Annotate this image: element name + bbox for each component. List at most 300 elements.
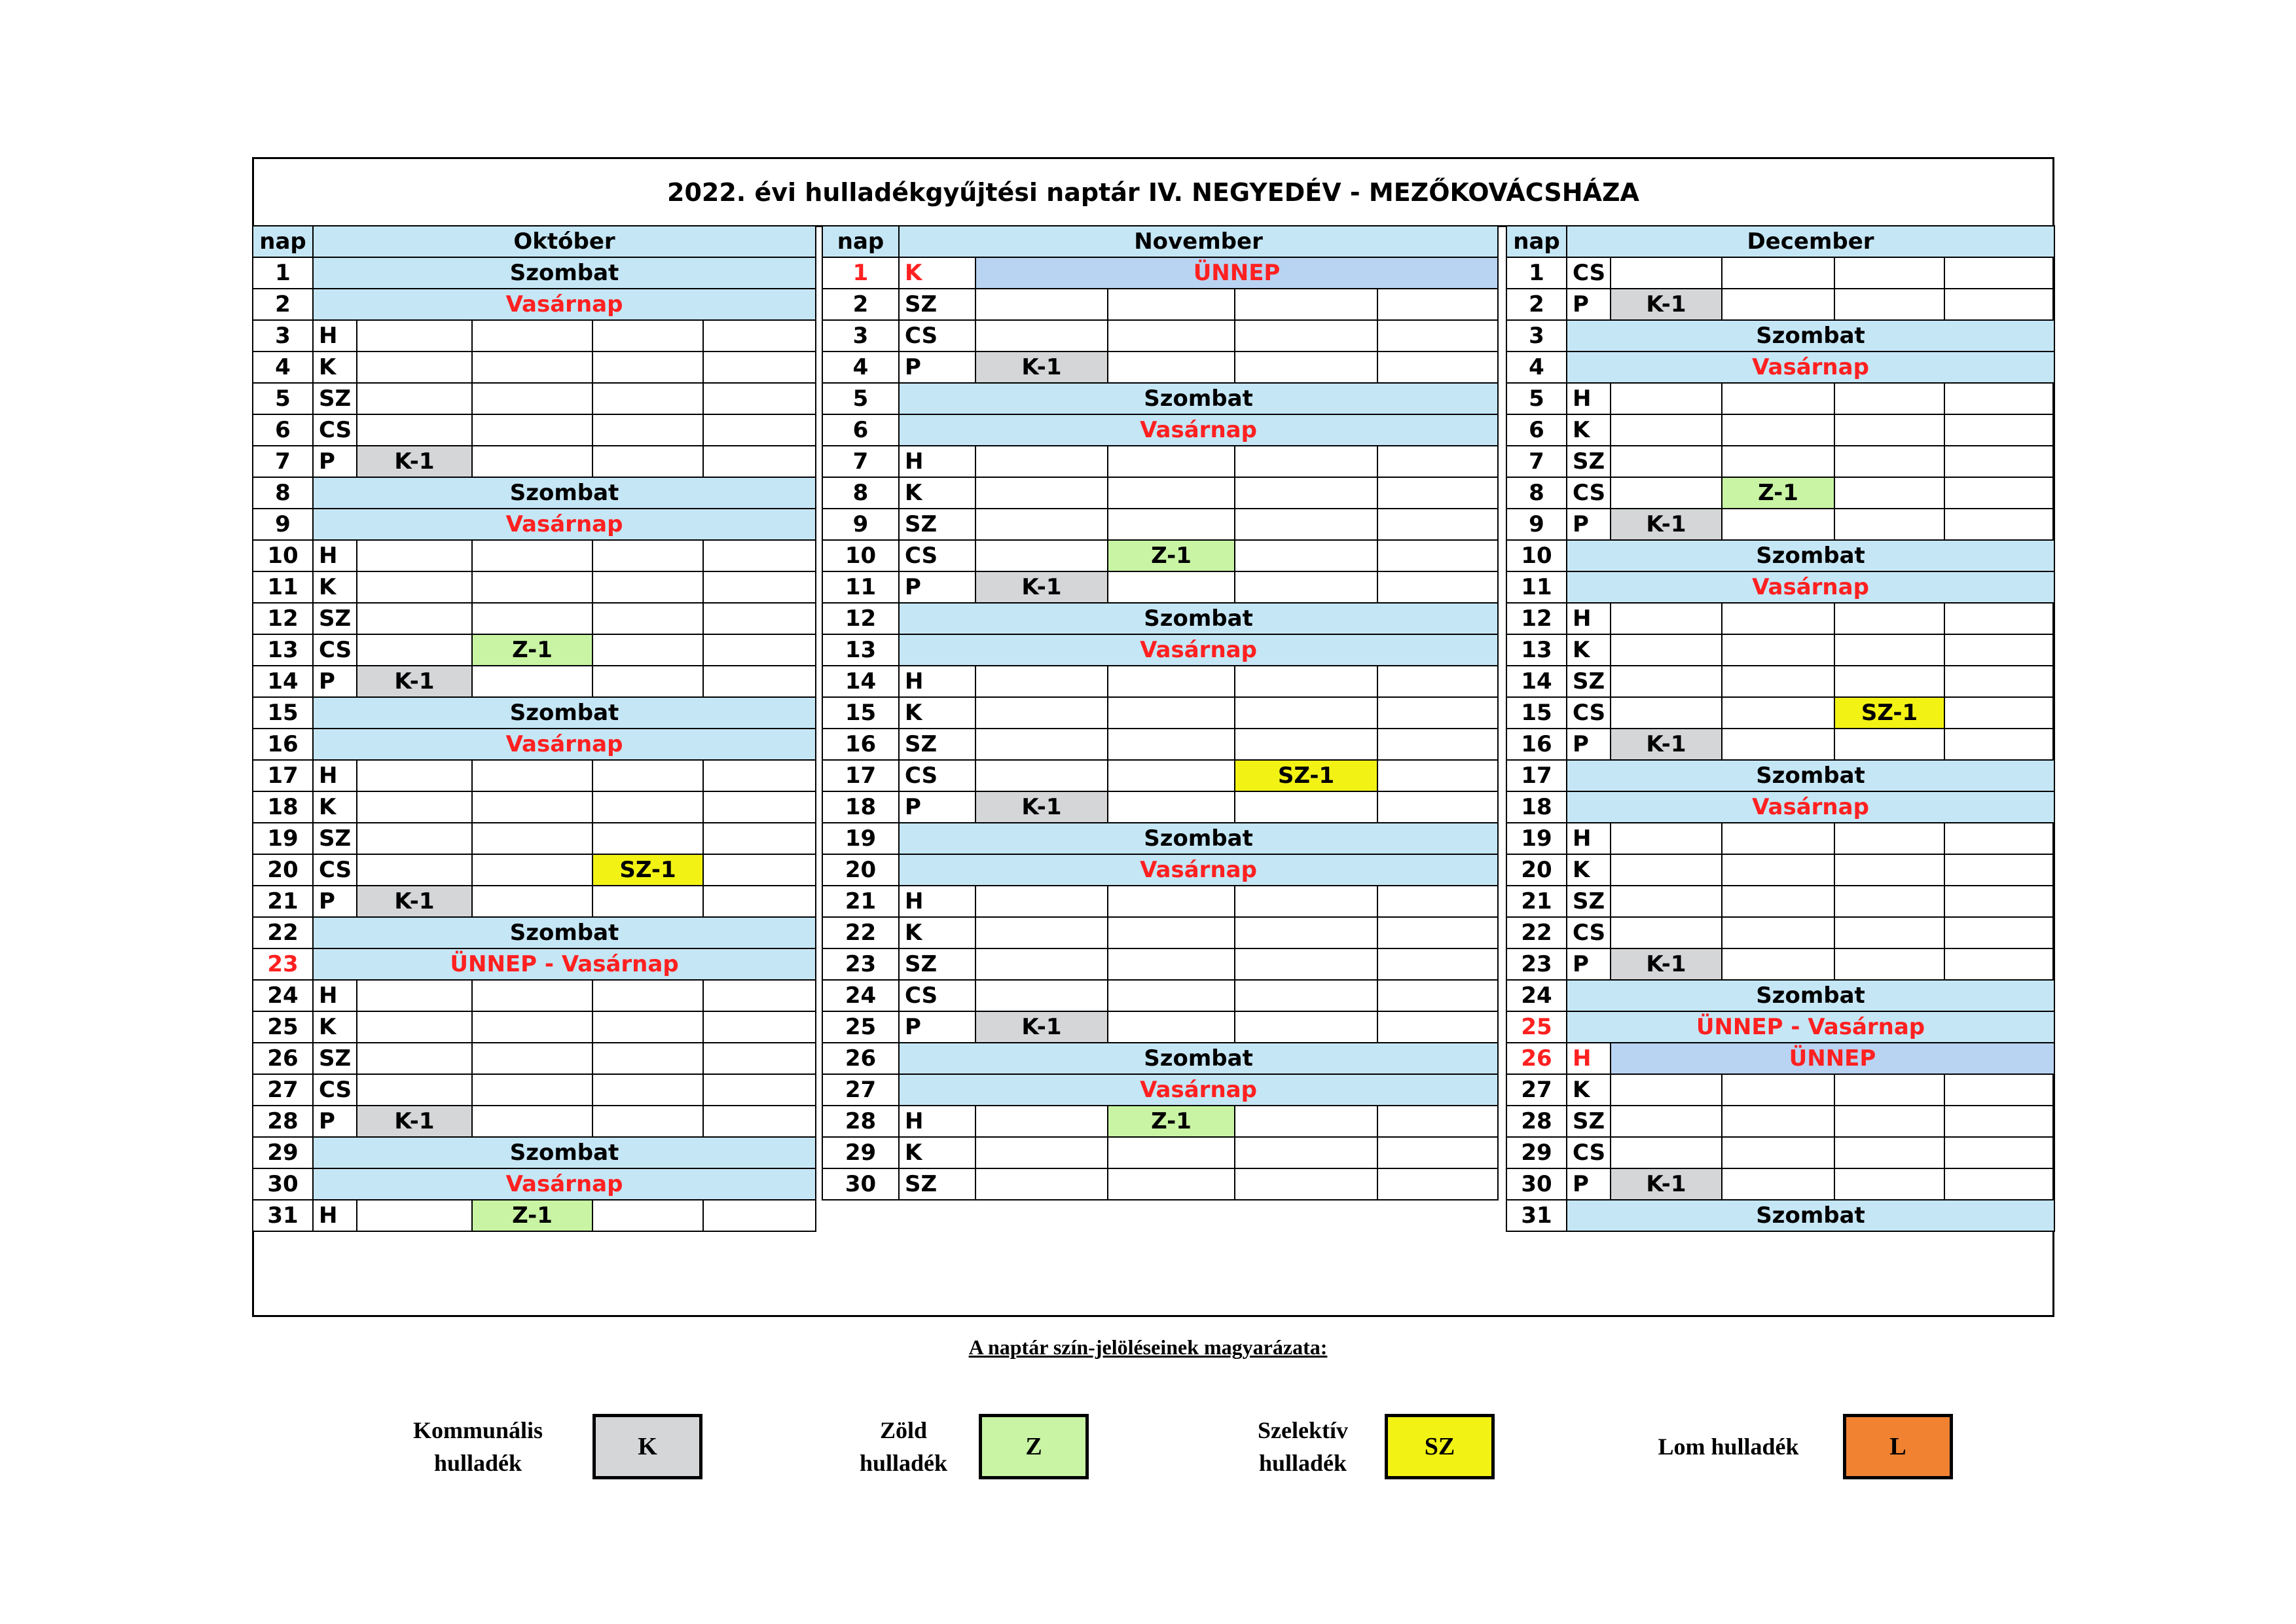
day-number: 18 [822,791,899,823]
empty-cell [472,1074,592,1106]
day-number: 26 [822,1043,899,1074]
empty-cell [1235,540,1377,571]
day-number: 29 [253,1137,313,1168]
day-number: 9 [822,509,899,540]
empty-cell [1722,823,1834,854]
day-number: 11 [822,571,899,603]
day-number: 21 [1506,886,1567,917]
day-number: 18 [253,791,313,823]
empty-cell [1722,446,1834,477]
day-number: 8 [822,477,899,509]
empty-cell [1377,948,1498,980]
day-row [822,540,1498,571]
weekday-code: K [1567,634,1611,666]
weekday-code: SZ [1567,1106,1611,1137]
day-row [253,509,816,540]
empty-cell [1108,352,1235,383]
empty-cell [975,917,1108,948]
weekend-label: Szombat [313,917,816,948]
empty-cell [1611,1074,1722,1106]
empty-cell [1377,1106,1498,1137]
empty-cell [1944,414,2054,446]
empty-cell [1108,477,1235,509]
weekday-code: SZ [313,383,357,414]
day-number: 16 [1506,729,1567,760]
weekday-code: P [1567,948,1611,980]
empty-cell [1108,791,1235,823]
holiday-label: ÜNNEP [1611,1043,2054,1074]
weekend-label: Vasárnap [899,634,1498,666]
empty-cell [1834,1168,1944,1200]
weekday-code: K [1567,1074,1611,1106]
day-number: 8 [253,477,313,509]
empty-cell [1834,634,1944,666]
empty-cell [357,823,472,854]
empty-cell [1377,1011,1498,1043]
empty-cell [1944,634,2054,666]
empty-cell [1377,697,1498,729]
empty-cell [357,603,472,634]
weekend-label: Vasárnap [1567,791,2054,823]
weekday-code: K [313,791,357,823]
legend-label-line: hulladék [433,1450,522,1476]
empty-cell [1108,289,1235,320]
day-number: 14 [822,666,899,697]
weekend-label: Vasárnap [1567,571,2054,603]
day-row [253,1106,816,1137]
empty-cell [357,980,472,1011]
day-row [1506,446,2054,477]
day-row [253,257,816,289]
day-row [253,666,816,697]
empty-cell [1722,886,1834,917]
day-number: 2 [1506,289,1567,320]
weekday-code: P [1567,509,1611,540]
empty-cell [1108,509,1235,540]
empty-cell [1235,509,1377,540]
empty-cell [357,352,472,383]
day-row [1506,697,2054,729]
day-row [253,1074,816,1106]
day-number: 13 [822,634,899,666]
weekday-code: H [313,540,357,571]
empty-cell [592,791,703,823]
empty-cell [357,540,472,571]
empty-cell [472,414,592,446]
weekday-code: SZ [313,603,357,634]
day-number: 15 [822,697,899,729]
empty-cell [1235,666,1377,697]
empty-cell [592,540,703,571]
empty-cell [1235,886,1377,917]
day-row [253,1168,816,1200]
empty-cell [1235,1137,1377,1168]
day-number: 9 [1506,509,1567,540]
empty-cell [1722,1137,1834,1168]
legend-color-box: L [1843,1414,1953,1479]
day-number: 25 [253,1011,313,1043]
empty-cell [592,634,703,666]
empty-cell [1235,917,1377,948]
day-number: 1 [1506,257,1567,289]
empty-cell [1944,383,2054,414]
weekday-code: K [899,1137,975,1168]
day-row [822,509,1498,540]
empty-cell [592,760,703,791]
empty-cell [472,446,592,477]
day-row [1506,948,2054,980]
month-header: November [899,226,1498,257]
empty-cell [1722,1168,1834,1200]
day-number: 3 [253,320,313,352]
weekday-code: K [313,1011,357,1043]
empty-cell [472,1043,592,1074]
day-row [253,446,816,477]
day-number: 27 [1506,1074,1567,1106]
day-number: 4 [822,352,899,383]
weekday-code: P [313,1106,357,1137]
empty-cell [1377,917,1498,948]
empty-cell [1377,289,1498,320]
weekday-code: CS [899,760,975,791]
day-row [1506,886,2054,917]
empty-cell [703,791,816,823]
day-row [253,854,816,886]
empty-cell [592,1200,703,1231]
weekday-code: H [899,1106,975,1137]
collection-cell: Z-1 [1108,540,1235,571]
empty-cell [975,477,1108,509]
day-row [822,948,1498,980]
day-row [822,383,1498,414]
day-row [822,571,1498,603]
empty-cell [1722,917,1834,948]
day-number: 6 [1506,414,1567,446]
day-row [1506,414,2054,446]
empty-cell [1944,886,2054,917]
empty-cell [975,729,1108,760]
empty-cell [357,760,472,791]
weekday-code: CS [313,634,357,666]
empty-cell [1834,477,1944,509]
weekday-code: K [899,697,975,729]
empty-cell [1944,697,2054,729]
empty-cell [1944,854,2054,886]
empty-cell [703,634,816,666]
month-table-október [252,225,816,1232]
day-number: 28 [253,1106,313,1137]
day-number: 26 [1506,1043,1567,1074]
empty-cell [703,383,816,414]
month-header: Október [313,226,816,257]
empty-cell [357,1200,472,1231]
day-number: 19 [253,823,313,854]
day-number: 17 [822,760,899,791]
empty-cell [592,383,703,414]
empty-cell [1611,917,1722,948]
collection-cell: K-1 [975,571,1108,603]
day-row [822,1168,1498,1200]
day-row [822,697,1498,729]
day-number: 14 [1506,666,1567,697]
empty-cell [1235,352,1377,383]
day-row [1506,823,2054,854]
empty-cell [1377,446,1498,477]
day-row [822,352,1498,383]
collection-cell: K-1 [1611,729,1722,760]
empty-cell [1611,634,1722,666]
empty-cell [703,666,816,697]
day-number: 20 [1506,854,1567,886]
empty-cell [1377,352,1498,383]
empty-cell [1611,697,1722,729]
weekday-code: P [1567,729,1611,760]
empty-cell [975,509,1108,540]
empty-cell [703,823,816,854]
empty-cell [975,666,1108,697]
empty-cell [1611,666,1722,697]
empty-cell [592,886,703,917]
empty-cell [1611,414,1722,446]
day-number: 17 [1506,760,1567,791]
legend-label-line: hulladék [859,1450,948,1476]
day-row [822,1043,1498,1074]
collection-cell: Z-1 [1108,1106,1235,1137]
empty-cell [592,1106,703,1137]
empty-cell [1944,948,2054,980]
legend-label-line: Lom hulladék [1658,1434,1799,1460]
empty-cell [1377,791,1498,823]
empty-cell [1108,697,1235,729]
day-row [822,1137,1498,1168]
empty-cell [357,383,472,414]
weekday-code: P [313,666,357,697]
empty-cell [1108,980,1235,1011]
weekend-label: Szombat [1567,320,2054,352]
weekday-code: H [899,666,975,697]
day-number: 13 [1506,634,1567,666]
day-row [822,320,1498,352]
empty-cell [1834,509,1944,540]
weekend-label: Szombat [1567,760,2054,791]
day-number: 30 [253,1168,313,1200]
empty-cell [703,540,816,571]
day-row [253,791,816,823]
day-row [822,1011,1498,1043]
day-number: 21 [253,886,313,917]
empty-cell [1611,257,1722,289]
day-row [1506,257,2054,289]
empty-cell [1611,383,1722,414]
empty-cell [1377,571,1498,603]
empty-cell [975,948,1108,980]
day-row [1506,289,2054,320]
weekday-code: P [899,791,975,823]
weekend-label: Vasárnap [899,1074,1498,1106]
weekend-label: Szombat [899,1043,1498,1074]
weekend-label: Vasárnap [313,289,816,320]
day-number: 12 [253,603,313,634]
empty-cell [1944,446,2054,477]
day-number: 21 [822,886,899,917]
empty-cell [703,1043,816,1074]
empty-cell [1235,729,1377,760]
day-number: 5 [1506,383,1567,414]
month-table-december [1506,225,2055,1232]
month-table-november [822,225,1499,1200]
weekday-code: P [899,352,975,383]
empty-cell [1722,948,1834,980]
empty-cell [1235,571,1377,603]
day-row [1506,1200,2054,1231]
month-header: December [1567,226,2054,257]
day-number: 12 [822,603,899,634]
weekday-code: SZ [899,1168,975,1200]
empty-cell [703,320,816,352]
empty-cell [1944,509,2054,540]
empty-cell [357,1043,472,1074]
weekday-code: SZ [1567,446,1611,477]
empty-cell [472,886,592,917]
day-number: 28 [1506,1106,1567,1137]
weekday-code: H [313,760,357,791]
weekend-label: Vasárnap [899,414,1498,446]
empty-cell [472,1106,592,1137]
empty-cell [357,320,472,352]
empty-cell [1944,1074,2054,1106]
empty-cell [1108,1137,1235,1168]
empty-cell [1834,1137,1944,1168]
empty-cell [1108,760,1235,791]
legend-color-box: Z [979,1414,1089,1479]
day-number: 23 [822,948,899,980]
empty-cell [592,414,703,446]
weekday-code: SZ [899,289,975,320]
empty-cell [1235,697,1377,729]
empty-cell [703,854,816,886]
empty-cell [592,603,703,634]
empty-cell [1235,289,1377,320]
day-number: 8 [1506,477,1567,509]
empty-cell [1722,509,1834,540]
empty-cell [975,760,1108,791]
empty-cell [357,1074,472,1106]
day-number: 24 [1506,980,1567,1011]
day-row [1506,666,2054,697]
empty-cell [1722,666,1834,697]
legend-label [380,1414,576,1479]
day-row [1506,477,2054,509]
weekend-label: Szombat [1567,540,2054,571]
collection-cell: K-1 [357,1106,472,1137]
day-number: 23 [1506,948,1567,980]
weekday-code: K [313,571,357,603]
empty-cell [472,980,592,1011]
weekday-code: SZ [899,948,975,980]
weekday-code: SZ [1567,886,1611,917]
empty-cell [1834,886,1944,917]
day-row [822,791,1498,823]
weekday-code: CS [1567,697,1611,729]
day-row [1506,540,2054,571]
collection-cell: K-1 [975,791,1108,823]
day-row [253,603,816,634]
weekday-code: K [899,257,975,289]
empty-cell [472,791,592,823]
empty-cell [472,760,592,791]
empty-cell [1611,854,1722,886]
day-number: 22 [1506,917,1567,948]
weekday-code: CS [899,980,975,1011]
empty-cell [1944,917,2054,948]
day-row [253,760,816,791]
empty-cell [1235,1106,1377,1137]
empty-cell [1611,603,1722,634]
empty-cell [472,383,592,414]
empty-cell [1108,1168,1235,1200]
collection-cell: K-1 [1611,289,1722,320]
legend-label-line: Zöld [879,1417,928,1443]
empty-cell [1235,980,1377,1011]
legend-label-line: hulladék [1258,1450,1347,1476]
empty-cell [592,1074,703,1106]
empty-cell [975,980,1108,1011]
day-row [1506,634,2054,666]
empty-cell [1235,948,1377,980]
day-row [253,414,816,446]
day-row [253,1200,816,1231]
empty-cell [1611,1137,1722,1168]
weekday-code: H [899,886,975,917]
weekday-code: K [1567,854,1611,886]
weekday-code: CS [899,320,975,352]
day-row [253,383,816,414]
weekday-code: H [899,446,975,477]
day-number: 16 [253,729,313,760]
day-row [822,729,1498,760]
empty-cell [1235,1011,1377,1043]
day-number: 30 [822,1168,899,1200]
day-number: 6 [253,414,313,446]
nap-header: nap [253,226,313,257]
collection-cell: K-1 [357,666,472,697]
weekend-label: Vasárnap [313,1168,816,1200]
day-number: 22 [253,917,313,948]
day-row [253,980,816,1011]
empty-cell [975,1168,1108,1200]
empty-cell [975,320,1108,352]
day-number: 30 [1506,1168,1567,1200]
day-row [1506,980,2054,1011]
empty-cell [1611,1106,1722,1137]
weekday-code: SZ [899,729,975,760]
weekday-code: P [313,886,357,917]
empty-cell [975,1137,1108,1168]
day-row [253,1011,816,1043]
empty-cell [975,289,1108,320]
day-number: 24 [822,980,899,1011]
day-number: 27 [253,1074,313,1106]
empty-cell [472,603,592,634]
day-row [1506,791,2054,823]
day-number: 25 [1506,1011,1567,1043]
day-number: 15 [253,697,313,729]
day-number: 27 [822,1074,899,1106]
empty-cell [1834,823,1944,854]
weekday-code: H [1567,603,1611,634]
legend-title: A naptár szín-jelöléseinek magyarázata: [968,1335,1328,1359]
empty-cell [1235,1168,1377,1200]
